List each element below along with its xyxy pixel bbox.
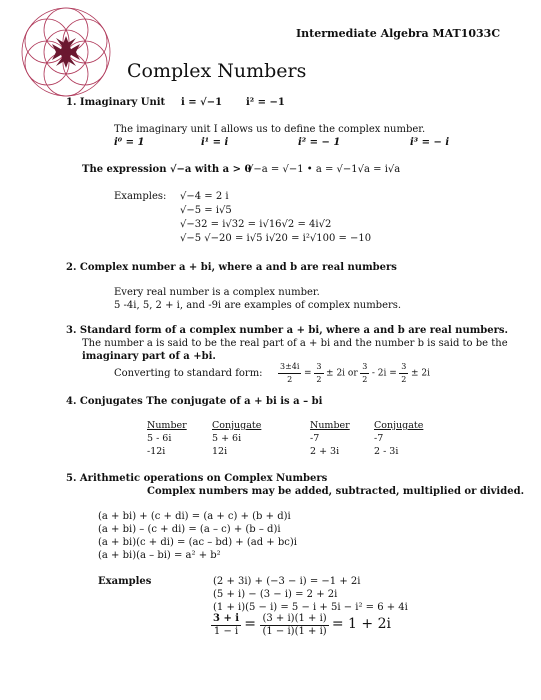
- convert-label: Converting to standard form:: [114, 368, 263, 379]
- example-line: √−32 = i√32 = i√16√2 = 4i√2: [180, 219, 332, 230]
- table-cell: 5 - 6i: [147, 433, 172, 444]
- expression-formula: √−a = √−1 • a = √−1√a = i√a: [247, 164, 401, 175]
- page-title: Complex Numbers: [127, 60, 307, 82]
- section-1-text: The imaginary unit I allows us to define the complex number.: [114, 124, 426, 135]
- example-line: (2 + 3i) + (−3 − i) = −1 + 2i: [213, 576, 361, 587]
- table-row: [147, 446, 434, 459]
- course-name: Intermediate Algebra MAT1033C: [296, 27, 501, 40]
- column-header: Conjugate: [212, 420, 262, 431]
- examples-label: Examples:: [114, 191, 167, 202]
- rule-line: (a + bi)(c + di) = (ac – bd) + (ad + bc)i: [98, 537, 297, 548]
- flower-of-life-logo: [20, 6, 112, 98]
- column-header: Number: [310, 420, 350, 431]
- table-cell: 2 - 3i: [374, 446, 399, 457]
- section-2-line-1: Every real number is a complex number.: [114, 287, 320, 298]
- power-i0: i⁰ = 1: [114, 137, 145, 148]
- section-2-line-2: 5 -4i, 5, 2 + i, and -9i are examples of complex numbers.: [114, 300, 402, 311]
- imaginary-unit-definition: i = √−1: [181, 97, 223, 108]
- section-2-heading: 2. Complex number a + bi, where a and b are real numbers: [66, 262, 397, 273]
- table-cell: -7: [374, 433, 384, 444]
- division-example: $\frac{3 + i}{1 - i}$ = $\frac{(3 + i)(1 + i)}{(1 - i)(1 + i)}$ = 1 + 2i: [213, 613, 391, 637]
- example-line: √−5 = i√5: [180, 205, 232, 216]
- example-line: (5 + i) − (3 − i) = 2 + 2i: [213, 589, 338, 600]
- section-1-heading: 1. Imaginary Unit: [66, 97, 166, 108]
- section-3-line-1: The number a is said to be the real part of a + bi and the number b is said to be the: [82, 338, 508, 349]
- example-line: √−4 = 2 i: [180, 191, 229, 202]
- column-header: Conjugate: [374, 420, 424, 431]
- rule-line: (a + bi) + (c + di) = (a + c) + (b + d)i: [98, 511, 291, 522]
- examples-label: Examples: [98, 576, 152, 587]
- table-header-row: [147, 420, 434, 433]
- power-i1: i¹ = i: [201, 137, 229, 148]
- table-cell: -12i: [147, 446, 166, 457]
- i-squared-definition: i² = −1: [246, 97, 285, 108]
- table-cell: -7: [310, 433, 320, 444]
- power-i3: i³ = − i: [410, 137, 450, 148]
- section-5-subheading: Complex numbers may be added, subtracted, multiplied or divided.: [147, 486, 525, 497]
- example-line: (1 + i)(5 − i) = 5 − i + 5i − i² = 6 + 4i: [213, 602, 408, 613]
- conjugates-table: [147, 420, 434, 459]
- section-5-heading: 5. Arithmetic operations on Complex Numbers: [66, 473, 328, 484]
- section-3-line-2: imaginary part of a +bi.: [82, 351, 216, 362]
- table-row: [147, 433, 434, 446]
- column-header: Number: [147, 420, 187, 431]
- section-4-heading: 4. Conjugates The conjugate of a + bi is a – bi: [66, 396, 323, 407]
- table-cell: 2 + 3i: [310, 446, 340, 457]
- power-i2: i² = − 1: [298, 137, 341, 148]
- section-3-heading: 3. Standard form of a complex number a + bi, where a and b are real numbers.: [66, 325, 509, 336]
- expression-label: The expression √−a with a > 0: [82, 164, 252, 175]
- table-cell: 12i: [212, 446, 228, 457]
- table-cell: 5 + 6i: [212, 433, 242, 444]
- example-line: √−5 √−20 = i√5 i√20 = i²√100 = −10: [180, 233, 372, 244]
- rule-line: (a + bi)(a – bi) = a² + b²: [98, 550, 221, 561]
- rule-line: (a + bi) – (c + di) = (a – c) + (b – d)i: [98, 524, 281, 535]
- standard-form-conversion: $\frac{3\pm 4i}{2}$ = $\frac{3}{2}$ ± 2i or $\frac{3}{2}$ - 2i = $\frac{3}{2}$ ± 2i: [280, 362, 430, 384]
